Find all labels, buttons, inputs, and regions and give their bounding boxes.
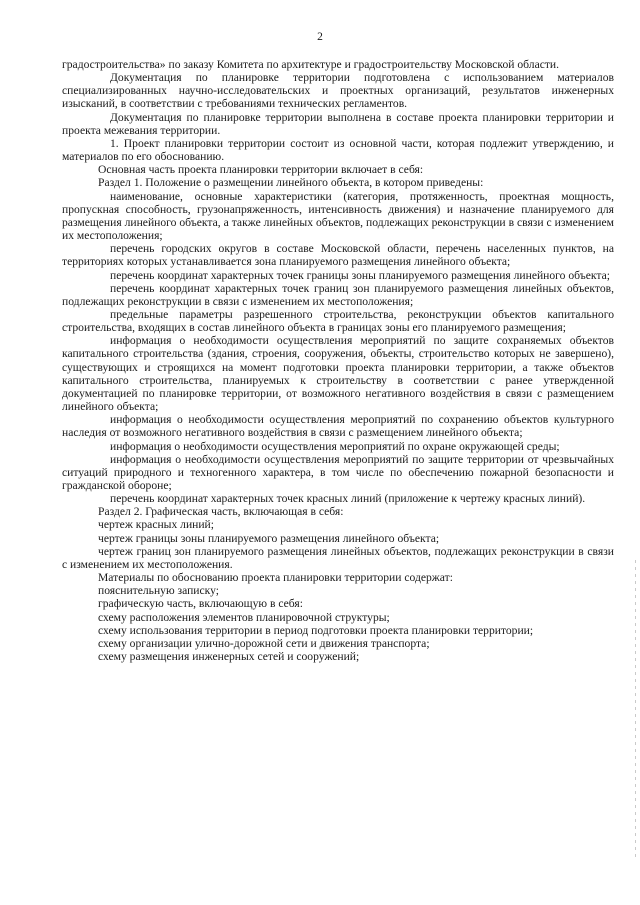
list-item: схему использования территории в период подготовки проекта планировки территории; — [98, 623, 534, 637]
list-item: чертеж границы зоны планируемого размещения линейного объекта; — [98, 531, 440, 545]
section-1-heading: Раздел 1. Положение о размещении линейного объекта, в котором приведены: — [98, 176, 484, 190]
list-item: графическую часть, включающую в себя: — [98, 597, 303, 611]
paragraph-justification-materials: Материалы по обоснованию проекта планировки территории содержат: — [98, 571, 453, 585]
paragraph-project-structure: 1. Проект планировки территории состоит из основной части, которая подлежит утверждению, и материалов по его обоснованию. — [62, 136, 614, 164]
list-item: информация о необходимости осуществления мероприятий по защите территории от чрезвычайных ситуаций природного и техногенного характера, в том числе по обеспечению пожарной безопасности и гражданской обороне; — [62, 452, 614, 492]
list-item: схему организации улично-дорожной сети и движения транспорта; — [98, 636, 430, 650]
document-body — [62, 58, 614, 663]
paragraph-main-part: Основная часть проекта планировки территории включает в себя: — [98, 163, 424, 177]
list-item: схему расположения элементов планировочной структуры; — [98, 610, 390, 624]
list-item: чертеж красных линий; — [98, 518, 214, 532]
list-item: перечень координат характерных точек границ зон планируемого размещения линейных объектов, подлежащих реконструкции в связи с изменением их местоположения; — [62, 281, 614, 308]
list-item: перечень городских округов в составе Московской области, перечень населенных пунктов, на территориях которых устанавливается зона планируемого размещения линейного объекта; — [62, 242, 614, 269]
paragraph-materials: Документация по планировке территории подготовлена с использованием материалов специализированных научно-исследовательских и проектных организаций, результатов инженерных изысканий, в соответствии с требованиями технических регламентов. — [62, 71, 614, 111]
list-item: информация о необходимости осуществления мероприятий по сохранению объектов культурного наследия от возможного негативного воздействия в связи с размещением линейного объекта; — [62, 413, 614, 440]
paragraph-composition: Документация по планировке территории выполнена в составе проекта планировки территории и проекта межевания территории. — [62, 110, 614, 137]
list-item: перечень координат характерных точек границы зоны планируемого размещения линейного объекта; — [110, 268, 610, 282]
list-item: наименование, основные характеристики (категория, протяженность, проектная мощность, пропускная способность, грузонапряженность, интенсивность движения) и назначение планируемого для размещения линейного объекта, а также линейных объектов, подлежащих реконструкции в связи с изменением их местоположения; — [62, 189, 614, 243]
list-item: пояснительную записку; — [98, 584, 219, 598]
section-2-heading: Раздел 2. Графическая часть, включающая в себя: — [98, 505, 344, 519]
list-item: информация о необходимости осуществления мероприятий по защите сохраняемых объектов капитального строительства (здания, строения, сооружения, объекты, строительство которых не завершено), существующих и строящихся на момент подготовки проекта планировки территории, а также объектов капитального строительства, планируемых к строительству в соответствии с ранее утвержденной документацией по планировке территории, от возможного негативного воздействия в связи с размещением линейного объекта; — [62, 334, 614, 414]
list-item: перечень координат характерных точек красных линий (приложение к чертежу красных линий). — [110, 492, 586, 506]
list-item: схему размещения инженерных сетей и сооружений; — [98, 650, 360, 664]
scan-edge-mark — [635, 560, 636, 860]
list-item: информация о необходимости осуществления мероприятий по охране окружающей среды; — [110, 439, 560, 453]
paragraph-intro-continuation: градостроительства» по заказу Комитета по архитектуре и градостроительству Московской области. — [62, 58, 560, 71]
list-item: чертеж границ зон планируемого размещения линейных объектов, подлежащих реконструкции в связи с изменением их местоположения. — [62, 544, 614, 571]
page-number: 2 — [317, 31, 323, 43]
list-item: предельные параметры разрешенного строительства, реконструкции объектов капитального строительства, входящих в состав линейного объекта в границах зоны его планируемого размещения; — [62, 307, 614, 335]
